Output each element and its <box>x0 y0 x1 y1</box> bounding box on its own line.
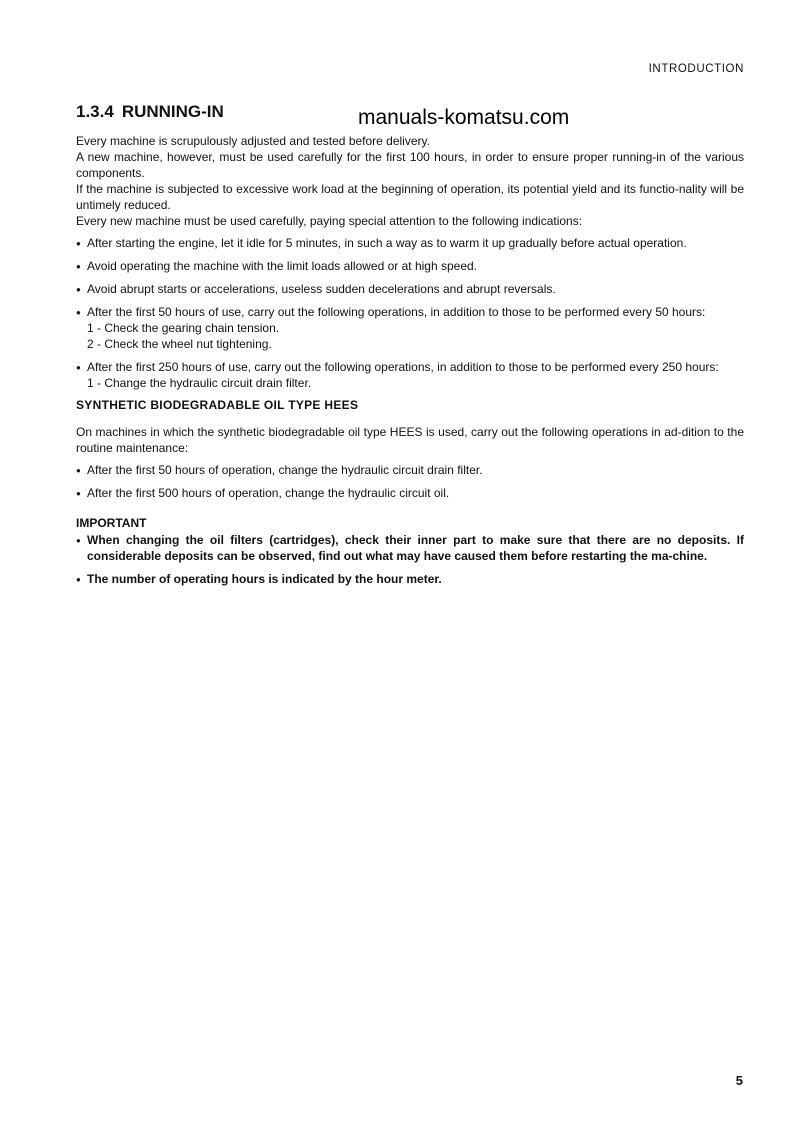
list-item-text: Avoid operating the machine with the limit loads allowed or at high speed. <box>87 259 478 273</box>
intro-paragraph-4: Every new machine must be used carefully, paying special attention to the following indications: <box>76 214 583 228</box>
hees-intro: On machines in which the synthetic biodegradable oil type HEES is used, carry out the following operations in ad-dition to the routine maintenance: <box>76 425 744 455</box>
section-number: 1.3.4 <box>76 102 114 121</box>
hees-list <box>76 462 744 501</box>
list-item-text: When changing the oil filters (cartridges), check their inner part to make sure that there are no deposits. If considerable deposits can be observed, find out what may have caused them before restarting the ma-chine. <box>87 533 744 563</box>
section-title-text: RUNNING-IN <box>121 102 224 121</box>
hees-heading: SYNTHETIC BIODEGRADABLE OIL TYPE HEES <box>76 398 359 412</box>
list-item-text: After the first 500 hours of operation, change the hydraulic circuit oil. <box>87 486 450 500</box>
list-item <box>76 235 744 251</box>
page-number: 5 <box>735 1073 743 1088</box>
list-item <box>76 462 744 478</box>
list-item <box>76 532 744 564</box>
list-item-text: After the first 50 hours of operation, change the hydraulic circuit drain filter. <box>87 463 483 477</box>
list-item <box>76 571 744 587</box>
list-item <box>76 304 744 352</box>
list-item-text: After starting the engine, let it idle for 5 minutes, in such a way as to warm it up gradually before actual operation. <box>87 236 687 250</box>
running-in-list <box>76 235 744 391</box>
page-content <box>76 102 744 594</box>
list-item <box>76 485 744 501</box>
sub-step: 1 - Check the gearing chain tension. <box>87 321 280 335</box>
intro-paragraph-3: If the machine is subjected to excessive work load at the beginning of operation, its potential yield and its functio-nality will be untimely reduced. <box>76 182 744 212</box>
list-item-text: The number of operating hours is indicated by the hour meter. <box>87 572 442 586</box>
sub-step: 2 - Check the wheel nut tightening. <box>87 337 272 351</box>
intro-paragraph-1: Every machine is scrupulously adjusted and tested before delivery. <box>76 134 430 148</box>
important-heading: IMPORTANT <box>76 516 147 530</box>
list-item-text: Avoid abrupt starts or accelerations, useless sudden decelerations and abrupt reversals. <box>87 282 556 296</box>
list-item <box>76 281 744 297</box>
important-list <box>76 532 744 587</box>
running-header: INTRODUCTION <box>648 63 744 75</box>
list-item <box>76 359 744 391</box>
watermark-text: manuals-komatsu.com <box>358 106 570 129</box>
list-item-text: After the first 250 hours of use, carry out the following operations, in addition to those to be performed every 250 hours: <box>87 360 719 374</box>
list-item <box>76 258 744 274</box>
intro-paragraph-2: A new machine, however, must be used carefully for the first 100 hours, in order to ensure proper running-in of the various components. <box>76 150 744 180</box>
sub-step: 1 - Change the hydraulic circuit drain filter. <box>87 376 312 390</box>
section-title <box>76 102 744 122</box>
list-item-text: After the first 50 hours of use, carry out the following operations, in addition to those to be performed every 50 hours: <box>87 305 706 319</box>
